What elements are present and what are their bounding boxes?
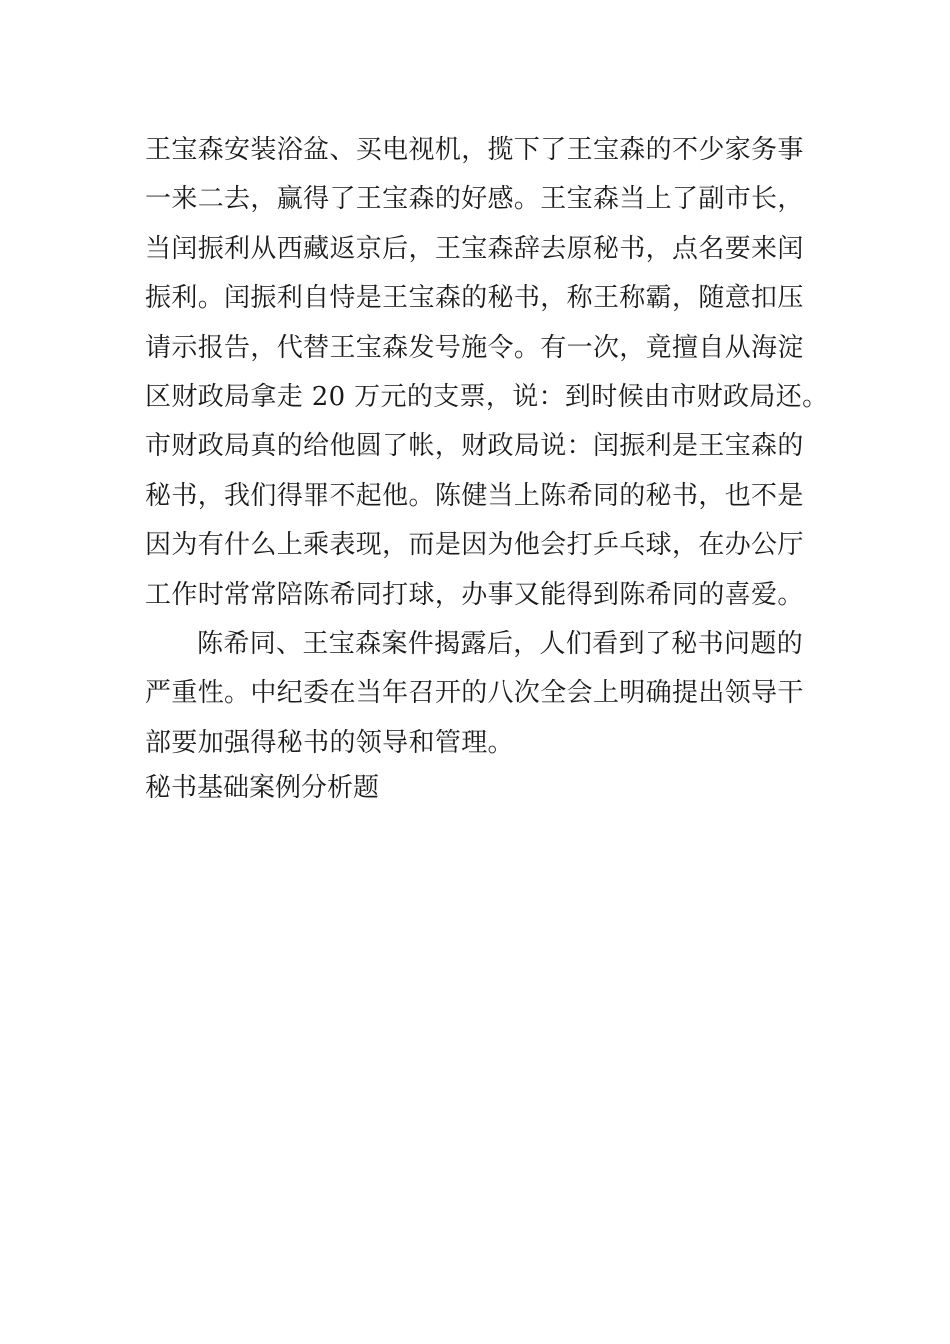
text-line: 一来二去，赢得了王宝森的好感。王宝森当上了副市长， — [145, 184, 804, 215]
text-line: 市财政局真的给他圆了帐，财政局说：闰振利是王宝森的 — [145, 431, 804, 462]
paragraph-1 — [145, 126, 829, 620]
section-heading: 秘书基础案例分析题 — [145, 773, 380, 804]
text-line: 工作时常常陪陈希同打球，办事又能得到陈希同的喜爱。 — [145, 579, 804, 610]
text-line: 王宝森安装浴盆、买电视机，揽下了王宝森的不少家务事 — [145, 135, 804, 165]
text-line: 部要加强得秘书的领导和管理。 — [145, 727, 514, 758]
paragraph-2 — [145, 620, 810, 768]
text-line: 秘书，我们得罪不起他。陈健当上陈希同的秘书，也不是 — [145, 480, 804, 511]
text-line: 区财政局拿走 20 万元的支票，说：到时候由市财政局还。 — [145, 381, 829, 412]
text-line: 因为有什么上乘表现，而是因为他会打乒乓球，在办公厅 — [145, 530, 804, 561]
document-body — [145, 126, 829, 813]
text-line: 振利。闰振利自恃是王宝森的秘书，称王称霸，随意扣压 — [145, 283, 804, 314]
text-line: 陈希同、王宝森案件揭露后，人们看到了秘书问题的 — [197, 628, 804, 659]
text-line: 严重性。中纪委在当年召开的八次全会上明确提出领导干 — [145, 678, 804, 709]
text-line: 请示报告，代替王宝森发号施令。有一次，竟擅自从海淀 — [145, 332, 804, 363]
text-line: 当闰振利从西藏返京后，王宝森辞去原秘书，点名要来闰 — [145, 233, 804, 264]
